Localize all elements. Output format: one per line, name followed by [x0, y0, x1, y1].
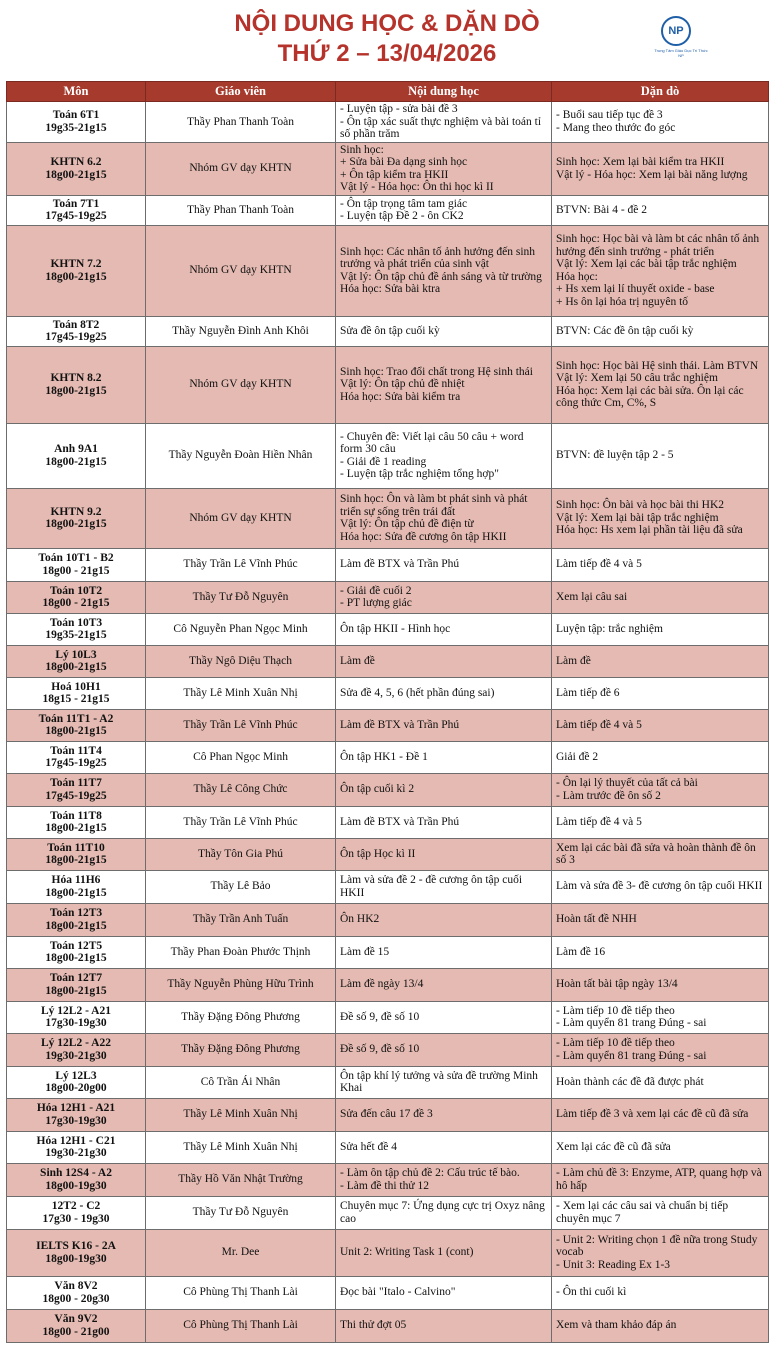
cell-teacher: Cô Phùng Thị Thanh Lài: [146, 1309, 336, 1342]
cell-subject: Hóa 11H6 18g00-21g15: [7, 870, 146, 903]
cell-homework: - Ôn lại lý thuyết của tất cả bài - Làm trước đề ôn số 2: [552, 773, 769, 806]
cell-homework: Luyện tập: trắc nghiệm: [552, 613, 769, 645]
cell-homework: BTVN: Các đề ôn tập cuối kỳ: [552, 316, 769, 346]
cell-subject: Toán 11T1 - A2 18g00-21g15: [7, 709, 146, 741]
cell-homework: Làm tiếp đề 4 và 5: [552, 548, 769, 581]
cell-homework: Hoàn thành các đề đã được phát: [552, 1066, 769, 1098]
cell-homework: Làm đề 16: [552, 936, 769, 968]
cell-homework: Sinh học: Học bài và làm bt các nhân tố ảnh hưởng đến sinh trưởng - phát triển Vật lý: Xem lại các bài tập trắc nghiệm Hóa học: + Hs xem lại lí thuyết oxide - base + Hs ôn lại hóa trị nguyên tố: [552, 225, 769, 316]
page-date: THỨ 2 – 13/04/2026: [277, 40, 497, 67]
cell-subject: KHTN 7.2 18g00-21g15: [7, 225, 146, 316]
cell-teacher: Cô Trần Ái Nhân: [146, 1066, 336, 1098]
cell-homework: Sinh học: Ôn bài và học bài thi HK2 Vật lý: Xem lại bài tập trắc nghiệm Hóa học: Hs xem lại phần tài liệu đã sửa: [552, 488, 769, 548]
cell-subject: Toán 12T5 18g00-21g15: [7, 936, 146, 968]
cell-homework: Giải đề 2: [552, 741, 769, 773]
cell-homework: - Làm tiếp 10 đề tiếp theo - Làm quyển 81 trang Đúng - sai: [552, 1001, 769, 1033]
table-row: [7, 1066, 769, 1098]
cell-homework: Làm tiếp đề 3 và xem lại các đề cũ đã sửa: [552, 1098, 769, 1131]
cell-homework: Làm và sửa đề 3- đề cương ôn tập cuối HKII: [552, 870, 769, 903]
cell-teacher: Thầy Tư Đỗ Nguyên: [146, 1196, 336, 1229]
cell-homework: BTVN: đề luyện tập 2 - 5: [552, 423, 769, 488]
cell-subject: 12T2 - C2 17g30 - 19g30: [7, 1196, 146, 1229]
table-header-row: [7, 82, 769, 102]
cell-subject: Toán 10T2 18g00 - 21g15: [7, 581, 146, 613]
cell-content: Ôn tập HK1 - Đề 1: [336, 741, 552, 773]
logo-mark: NP: [661, 16, 691, 46]
cell-teacher: Thầy Trần Lê Vĩnh Phúc: [146, 709, 336, 741]
table-row: [7, 1163, 769, 1196]
table-row: [7, 968, 769, 1001]
cell-homework: Làm tiếp đề 6: [552, 677, 769, 709]
cell-homework: Xem lại các đề cũ đã sửa: [552, 1131, 769, 1163]
table-row: [7, 1276, 769, 1309]
cell-subject: Lý 12L2 - A22 19g30-21g30: [7, 1033, 146, 1066]
cell-subject: Văn 9V2 18g00 - 21g00: [7, 1309, 146, 1342]
cell-subject: Lý 12L3 18g00-20g00: [7, 1066, 146, 1098]
cell-homework: - Unit 2: Writing chọn 1 đề nữa trong Study vocab - Unit 3: Reading Ex 1-3: [552, 1229, 769, 1276]
cell-subject: Toán 11T7 17g45-19g25: [7, 773, 146, 806]
cell-content: Sinh học: + Sửa bài Đa dạng sinh học + Ôn tập kiểm tra HKII Vật lý - Hóa học: Ôn thi học kì II: [336, 142, 552, 195]
schedule-table: [6, 81, 769, 1343]
cell-teacher: Cô Phùng Thị Thanh Lài: [146, 1276, 336, 1309]
cell-content: - Làm ôn tập chủ đề 2: Cấu trúc tế bào. - Làm đề thi thử 12: [336, 1163, 552, 1196]
table-row: [7, 142, 769, 195]
col-header-subject: Môn: [7, 82, 146, 102]
cell-content: Làm đề 15: [336, 936, 552, 968]
cell-subject: Toán 11T10 18g00-21g15: [7, 838, 146, 870]
cell-teacher: Mr. Dee: [146, 1229, 336, 1276]
table-row: [7, 346, 769, 423]
table-row: [7, 741, 769, 773]
cell-content: Đọc bài "Italo - Calvino": [336, 1276, 552, 1309]
cell-teacher: Thầy Phan Thanh Toàn: [146, 102, 336, 143]
cell-teacher: Thầy Nguyễn Phùng Hữu Trình: [146, 968, 336, 1001]
cell-content: Sửa đề ôn tập cuối kỳ: [336, 316, 552, 346]
table-row: [7, 1196, 769, 1229]
cell-homework: Làm tiếp đề 4 và 5: [552, 709, 769, 741]
cell-content: Ôn tập Học kì II: [336, 838, 552, 870]
table-row: [7, 773, 769, 806]
cell-homework: - Làm chủ đề 3: Enzyme, ATP, quang hợp và hô hấp: [552, 1163, 769, 1196]
cell-homework: - Buổi sau tiếp tục đề 3 - Mang theo thước đo góc: [552, 102, 769, 143]
cell-content: - Luyện tập - sửa bài đề 3 - Ôn tập xác suất thực nghiệm và bài toán tỉ số phần trăm: [336, 102, 552, 143]
cell-teacher: Thầy Đặng Đông Phương: [146, 1001, 336, 1033]
cell-content: Sinh học: Các nhân tố ảnh hưởng đến sinh trưởng và phát triển của sinh vật Vật lý: Ôn tập chủ đề ánh sáng và từ trường Hóa học: Sửa bài ktra: [336, 225, 552, 316]
page-header: [0, 0, 774, 80]
cell-subject: Toán 6T1 19g35-21g15: [7, 102, 146, 143]
cell-subject: Toán 11T4 17g45-19g25: [7, 741, 146, 773]
cell-homework: Xem lại câu sai: [552, 581, 769, 613]
table-row: [7, 548, 769, 581]
cell-homework: BTVN: Bài 4 - đề 2: [552, 195, 769, 225]
table-row: [7, 1033, 769, 1066]
cell-teacher: Thầy Ngô Diệu Thạch: [146, 645, 336, 677]
cell-subject: Lý 12L2 - A21 17g30-19g30: [7, 1001, 146, 1033]
cell-teacher: Thầy Đặng Đông Phương: [146, 1033, 336, 1066]
cell-content: Ôn HK2: [336, 903, 552, 936]
cell-content: Chuyên mục 7: Ứng dụng cực trị Oxyz nâng cao: [336, 1196, 552, 1229]
cell-homework: Hoàn tất đề NHH: [552, 903, 769, 936]
cell-content: Đề số 9, đề số 10: [336, 1033, 552, 1066]
cell-content: - Ôn tập trọng tâm tam giác - Luyện tập Đề 2 - ôn CK2: [336, 195, 552, 225]
cell-subject: Văn 8V2 18g00 - 20g30: [7, 1276, 146, 1309]
cell-content: Sửa đến câu 17 đề 3: [336, 1098, 552, 1131]
cell-content: Ôn tập khí lý tưởng và sửa đề trường Minh Khai: [336, 1066, 552, 1098]
cell-teacher: Nhóm GV dạy KHTN: [146, 142, 336, 195]
cell-content: Làm đề ngày 13/4: [336, 968, 552, 1001]
cell-subject: Hóa 12H1 - A21 17g30-19g30: [7, 1098, 146, 1131]
cell-teacher: Nhóm GV dạy KHTN: [146, 488, 336, 548]
table-row: [7, 488, 769, 548]
cell-teacher: Cô Nguyễn Phan Ngọc Minh: [146, 613, 336, 645]
cell-teacher: Thầy Trần Lê Vĩnh Phúc: [146, 548, 336, 581]
col-header-teacher: Giáo viên: [146, 82, 336, 102]
cell-content: Unit 2: Writing Task 1 (cont): [336, 1229, 552, 1276]
cell-content: Sinh học: Trao đổi chất trong Hệ sinh thái Vật lý: Ôn tập chủ đề nhiệt Hóa học: Sửa bài kiểm tra: [336, 346, 552, 423]
table-row: [7, 225, 769, 316]
cell-content: Ôn tập cuối kì 2: [336, 773, 552, 806]
table-row: [7, 936, 769, 968]
col-header-homework: Dặn dò: [552, 82, 769, 102]
cell-teacher: Thầy Lê Minh Xuân Nhị: [146, 1131, 336, 1163]
cell-homework: Làm đề: [552, 645, 769, 677]
table-row: [7, 316, 769, 346]
table-row: [7, 838, 769, 870]
cell-subject: Anh 9A1 18g00-21g15: [7, 423, 146, 488]
cell-content: Làm đề BTX và Trần Phú: [336, 548, 552, 581]
cell-teacher: Thầy Lê Công Chức: [146, 773, 336, 806]
table-row: [7, 581, 769, 613]
np-logo: [653, 14, 709, 64]
table-row: [7, 1131, 769, 1163]
cell-content: Làm đề BTX và Trần Phú: [336, 709, 552, 741]
table-row: [7, 613, 769, 645]
table-row: [7, 677, 769, 709]
table-row: [7, 1001, 769, 1033]
cell-homework: Làm tiếp đề 4 và 5: [552, 806, 769, 838]
cell-teacher: Thầy Hồ Văn Nhật Trường: [146, 1163, 336, 1196]
cell-subject: KHTN 6.2 18g00-21g15: [7, 142, 146, 195]
cell-subject: Toán 7T1 17g45-19g25: [7, 195, 146, 225]
table-row: [7, 1309, 769, 1342]
cell-teacher: Cô Phan Ngọc Minh: [146, 741, 336, 773]
cell-content: Đề số 9, đề số 10: [336, 1001, 552, 1033]
cell-teacher: Nhóm GV dạy KHTN: [146, 346, 336, 423]
table-row: [7, 423, 769, 488]
cell-homework: Sinh học: Học bài Hệ sinh thái. Làm BTVN Vật lý: Xem lại 50 câu trắc nghiệm Hóa học: Xem lại các bài sửa. Ôn lại các công thức Cm, C%, S: [552, 346, 769, 423]
cell-teacher: Nhóm GV dạy KHTN: [146, 225, 336, 316]
table-row: [7, 1098, 769, 1131]
cell-subject: Toán 10T1 - B2 18g00 - 21g15: [7, 548, 146, 581]
cell-content: Làm đề BTX và Trần Phú: [336, 806, 552, 838]
table-row: [7, 1229, 769, 1276]
cell-content: - Giải đề cuối 2 - PT lượng giác: [336, 581, 552, 613]
cell-subject: Hoá 10H1 18g15 - 21g15: [7, 677, 146, 709]
cell-homework: Xem lại các bài đã sửa và hoàn thành đề ôn số 3: [552, 838, 769, 870]
cell-content: Ôn tập HKII - Hình học: [336, 613, 552, 645]
cell-teacher: Thầy Lê Minh Xuân Nhị: [146, 677, 336, 709]
cell-homework: - Ôn thi cuối kì: [552, 1276, 769, 1309]
cell-subject: KHTN 9.2 18g00-21g15: [7, 488, 146, 548]
cell-teacher: Thầy Trần Lê Vĩnh Phúc: [146, 806, 336, 838]
table-row: [7, 195, 769, 225]
cell-teacher: Thầy Phan Đoàn Phước Thịnh: [146, 936, 336, 968]
cell-teacher: Thầy Phan Thanh Toàn: [146, 195, 336, 225]
cell-content: Sinh học: Ôn và làm bt phát sinh và phát triển sự sống trên trái đất Vật lý: Ôn tập chủ đề điện từ Hóa học: Sửa đề cương ôn tập HKII: [336, 488, 552, 548]
col-header-content: Nội dung học: [336, 82, 552, 102]
page-title: NỘI DUNG HỌC & DẶN DÒ: [234, 10, 540, 37]
cell-subject: Toán 8T2 17g45-19g25: [7, 316, 146, 346]
logo-tagline: Trung Tâm Giáo Dục Trí Thức NP: [654, 48, 708, 58]
cell-subject: KHTN 8.2 18g00-21g15: [7, 346, 146, 423]
cell-subject: Hóa 12H1 - C21 19g30-21g30: [7, 1131, 146, 1163]
table-row: [7, 102, 769, 143]
table-row: [7, 645, 769, 677]
cell-teacher: Thầy Tư Đỗ Nguyên: [146, 581, 336, 613]
cell-teacher: Thầy Lê Minh Xuân Nhị: [146, 1098, 336, 1131]
cell-homework: Hoàn tất bài tập ngày 13/4: [552, 968, 769, 1001]
cell-subject: Toán 12T7 18g00-21g15: [7, 968, 146, 1001]
cell-subject: Sinh 12S4 - A2 18g00-19g30: [7, 1163, 146, 1196]
table-row: [7, 870, 769, 903]
cell-homework: Sinh học: Xem lại bài kiểm tra HKII Vật lý - Hóa học: Xem lại bài năng lượng: [552, 142, 769, 195]
cell-subject: Toán 10T3 19g35-21g15: [7, 613, 146, 645]
cell-teacher: Thầy Tôn Gia Phú: [146, 838, 336, 870]
table-row: [7, 806, 769, 838]
cell-subject: Toán 12T3 18g00-21g15: [7, 903, 146, 936]
cell-subject: IELTS K16 - 2A 18g00-19g30: [7, 1229, 146, 1276]
cell-content: Sửa hết đề 4: [336, 1131, 552, 1163]
cell-teacher: Thầy Lê Bảo: [146, 870, 336, 903]
cell-content: Làm và sửa đề 2 - đề cương ôn tập cuối HKII: [336, 870, 552, 903]
cell-teacher: Thầy Nguyễn Đoàn Hiền Nhân: [146, 423, 336, 488]
table-row: [7, 709, 769, 741]
cell-content: Làm đề: [336, 645, 552, 677]
cell-teacher: Thầy Nguyễn Đình Anh Khôi: [146, 316, 336, 346]
cell-homework: - Làm tiếp 10 đề tiếp theo - Làm quyển 81 trang Đúng - sai: [552, 1033, 769, 1066]
cell-teacher: Thầy Trần Anh Tuấn: [146, 903, 336, 936]
table-row: [7, 903, 769, 936]
cell-content: Sửa đề 4, 5, 6 (hết phần đúng sai): [336, 677, 552, 709]
cell-content: - Chuyên đề: Viết lại câu 50 câu + word form 30 câu - Giải đề 1 reading - Luyện tập trắc nghiệm tổng hợp": [336, 423, 552, 488]
cell-content: Thi thử đợt 05: [336, 1309, 552, 1342]
cell-homework: Xem và tham khảo đáp án: [552, 1309, 769, 1342]
cell-subject: Toán 11T8 18g00-21g15: [7, 806, 146, 838]
cell-subject: Lý 10L3 18g00-21g15: [7, 645, 146, 677]
cell-homework: - Xem lại các câu sai và chuẩn bị tiếp chuyên mục 7: [552, 1196, 769, 1229]
